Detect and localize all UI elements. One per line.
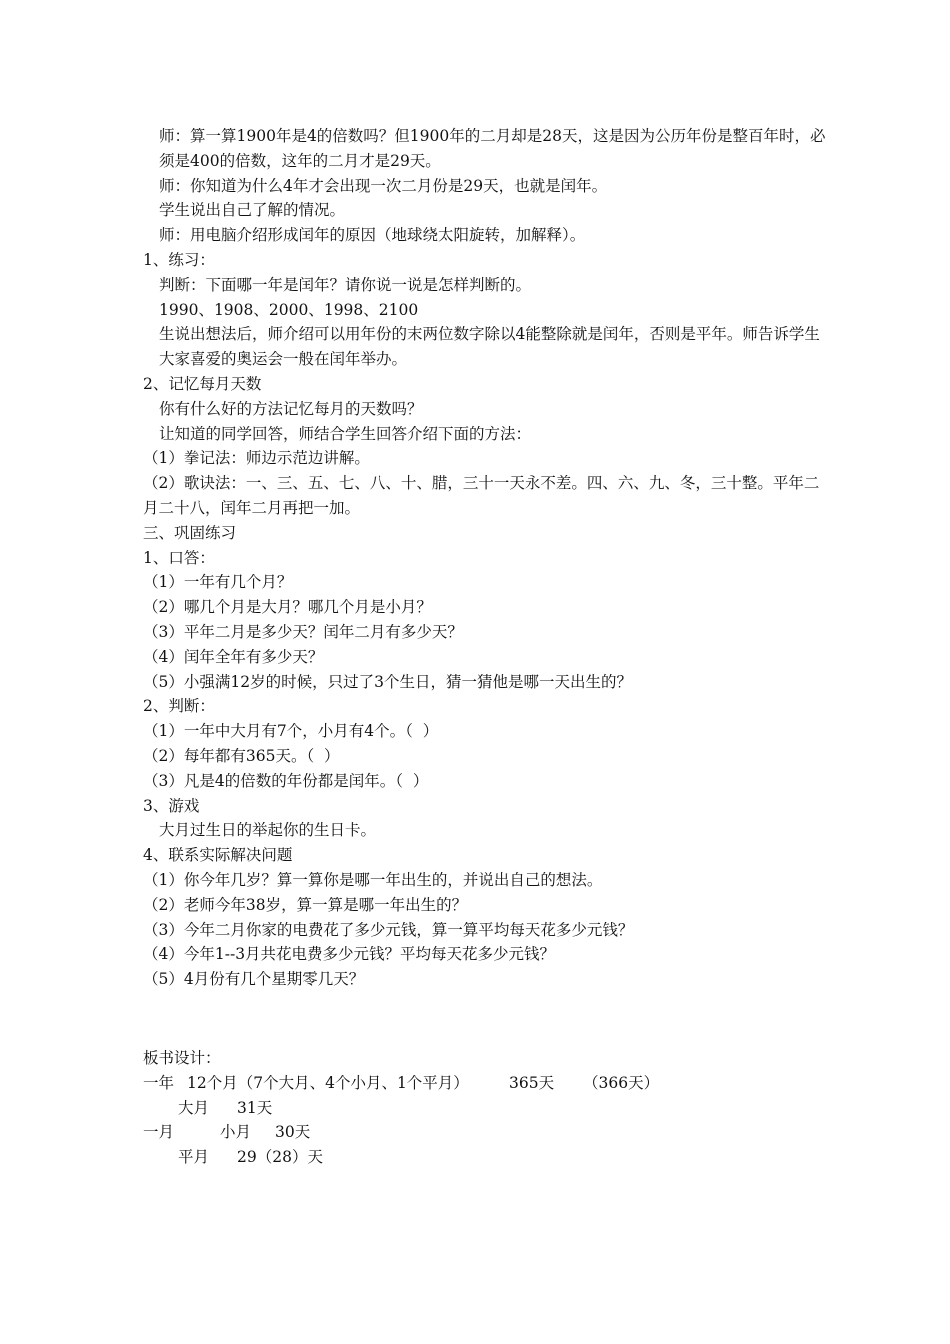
days-365: 365天 (509, 1073, 555, 1092)
paragraph: （2）歌诀法：一、三、五、七、八、十、腊，三十一天永不差。四、六、九、冬，三十整。平年二月二十八，闰年二月再把一加。 (143, 474, 820, 517)
paragraph: （2）老师今年38岁，算一算是哪一年出生的？ (143, 895, 468, 914)
paragraph: 三、巩固练习 (143, 523, 237, 542)
paragraph: （3）凡是4的倍数的年份都是闰年。（ ） (143, 771, 429, 790)
paragraph: （4）闰年全年有多少天？ (143, 647, 324, 666)
board-heading: 板书设计： (143, 1049, 221, 1067)
paragraph: （5）4月份有几个星期零几天？ (143, 970, 365, 989)
flat-month-label: 平月 (178, 1148, 210, 1167)
paragraph: （1）一年有几个月？ (143, 573, 293, 592)
board-flat-month-row (143, 1145, 833, 1170)
paragraph: （4）今年1--3月共花电费多少元钱？平均每天花多少元钱？ (143, 945, 556, 964)
paragraph: 1990、1908、2000、1998、2100 (159, 300, 419, 319)
year-label: 一年 (143, 1073, 175, 1092)
paragraph: 3、游戏 (143, 796, 200, 815)
paragraph: 判断：下面哪一年是闰年？请你说一说是怎样判断的。 (159, 275, 532, 294)
paragraph: 让知道的同学回答，师结合学生回答介绍下面的方法： (159, 424, 532, 443)
paragraph: （1）你今年几岁？算一算你是哪一年出生的，并说出自己的想法。 (143, 870, 603, 889)
paragraph: 你有什么好的方法记忆每月的天数吗？ (159, 399, 423, 418)
board-heading-row (143, 1046, 833, 1071)
paragraph: 2、记忆每月天数 (143, 374, 262, 393)
lesson-body (143, 124, 833, 992)
paragraph: （3）平年二月是多少天？闰年二月有多少天？ (143, 622, 463, 641)
paragraph: 大月过生日的举起你的生日卡。 (159, 821, 377, 840)
board-year-row (143, 1071, 833, 1096)
paragraph: 1、练习： (143, 250, 215, 269)
paragraph: （5）小强满12岁的时候，只过了3个生日，猜一猜他是哪一天出生的？ (143, 672, 632, 691)
months-text: 12个月（7个大月、4个小月、1个平月） (187, 1073, 469, 1092)
paragraph: 师：算一算1900年是4的倍数吗？但1900年的二月却是28天，这是因为公历年份是整百年时，必须是400的倍数，这年的二月才是29天。 (159, 127, 826, 170)
paragraph: （1）拳记法：师边示范边讲解。 (143, 449, 370, 468)
paragraph: 学生说出自己了解的情况。 (159, 201, 346, 220)
small-month-label: 小月 (220, 1123, 252, 1142)
big-month-days: 31天 (237, 1098, 273, 1117)
paragraph: 师：用电脑介绍形成闰年的原因（地球绕太阳旋转，加解释）。 (159, 226, 586, 245)
paragraph: 1、口答： (143, 548, 215, 567)
big-month-label: 大月 (178, 1098, 210, 1117)
paragraph: 4、联系实际解决问题 (143, 846, 293, 865)
small-month-days: 30天 (275, 1123, 311, 1142)
flat-month-days: 29（28）天 (237, 1148, 323, 1167)
paragraph: （1）一年中大月有7个，小月有4个。（ ） (143, 722, 439, 741)
paragraph: （2）哪几个月是大月？哪几个月是小月？ (143, 598, 432, 617)
month-label: 一月 (143, 1123, 175, 1142)
board-design (143, 1046, 833, 1170)
paragraph: 师：你知道为什么4年才会出现一次二月份是29天，也就是闰年。 (159, 176, 608, 195)
board-month-row (143, 1120, 833, 1145)
paragraph: （2）每年都有365天。（ ） (143, 746, 340, 765)
board-big-month-row (143, 1096, 833, 1121)
days-366: （366天） (583, 1073, 660, 1092)
paragraph: （3）今年二月你家的电费花了多少元钱，算一算平均每天花多少元钱？ (143, 920, 634, 939)
paragraph: 2、判断： (143, 697, 215, 716)
paragraph: 生说出想法后，师介绍可以用年份的末两位数字除以4能整除就是闰年，否则是平年。师告诉学生大家喜爱的奥运会一般在闰年举办。 (159, 325, 820, 369)
